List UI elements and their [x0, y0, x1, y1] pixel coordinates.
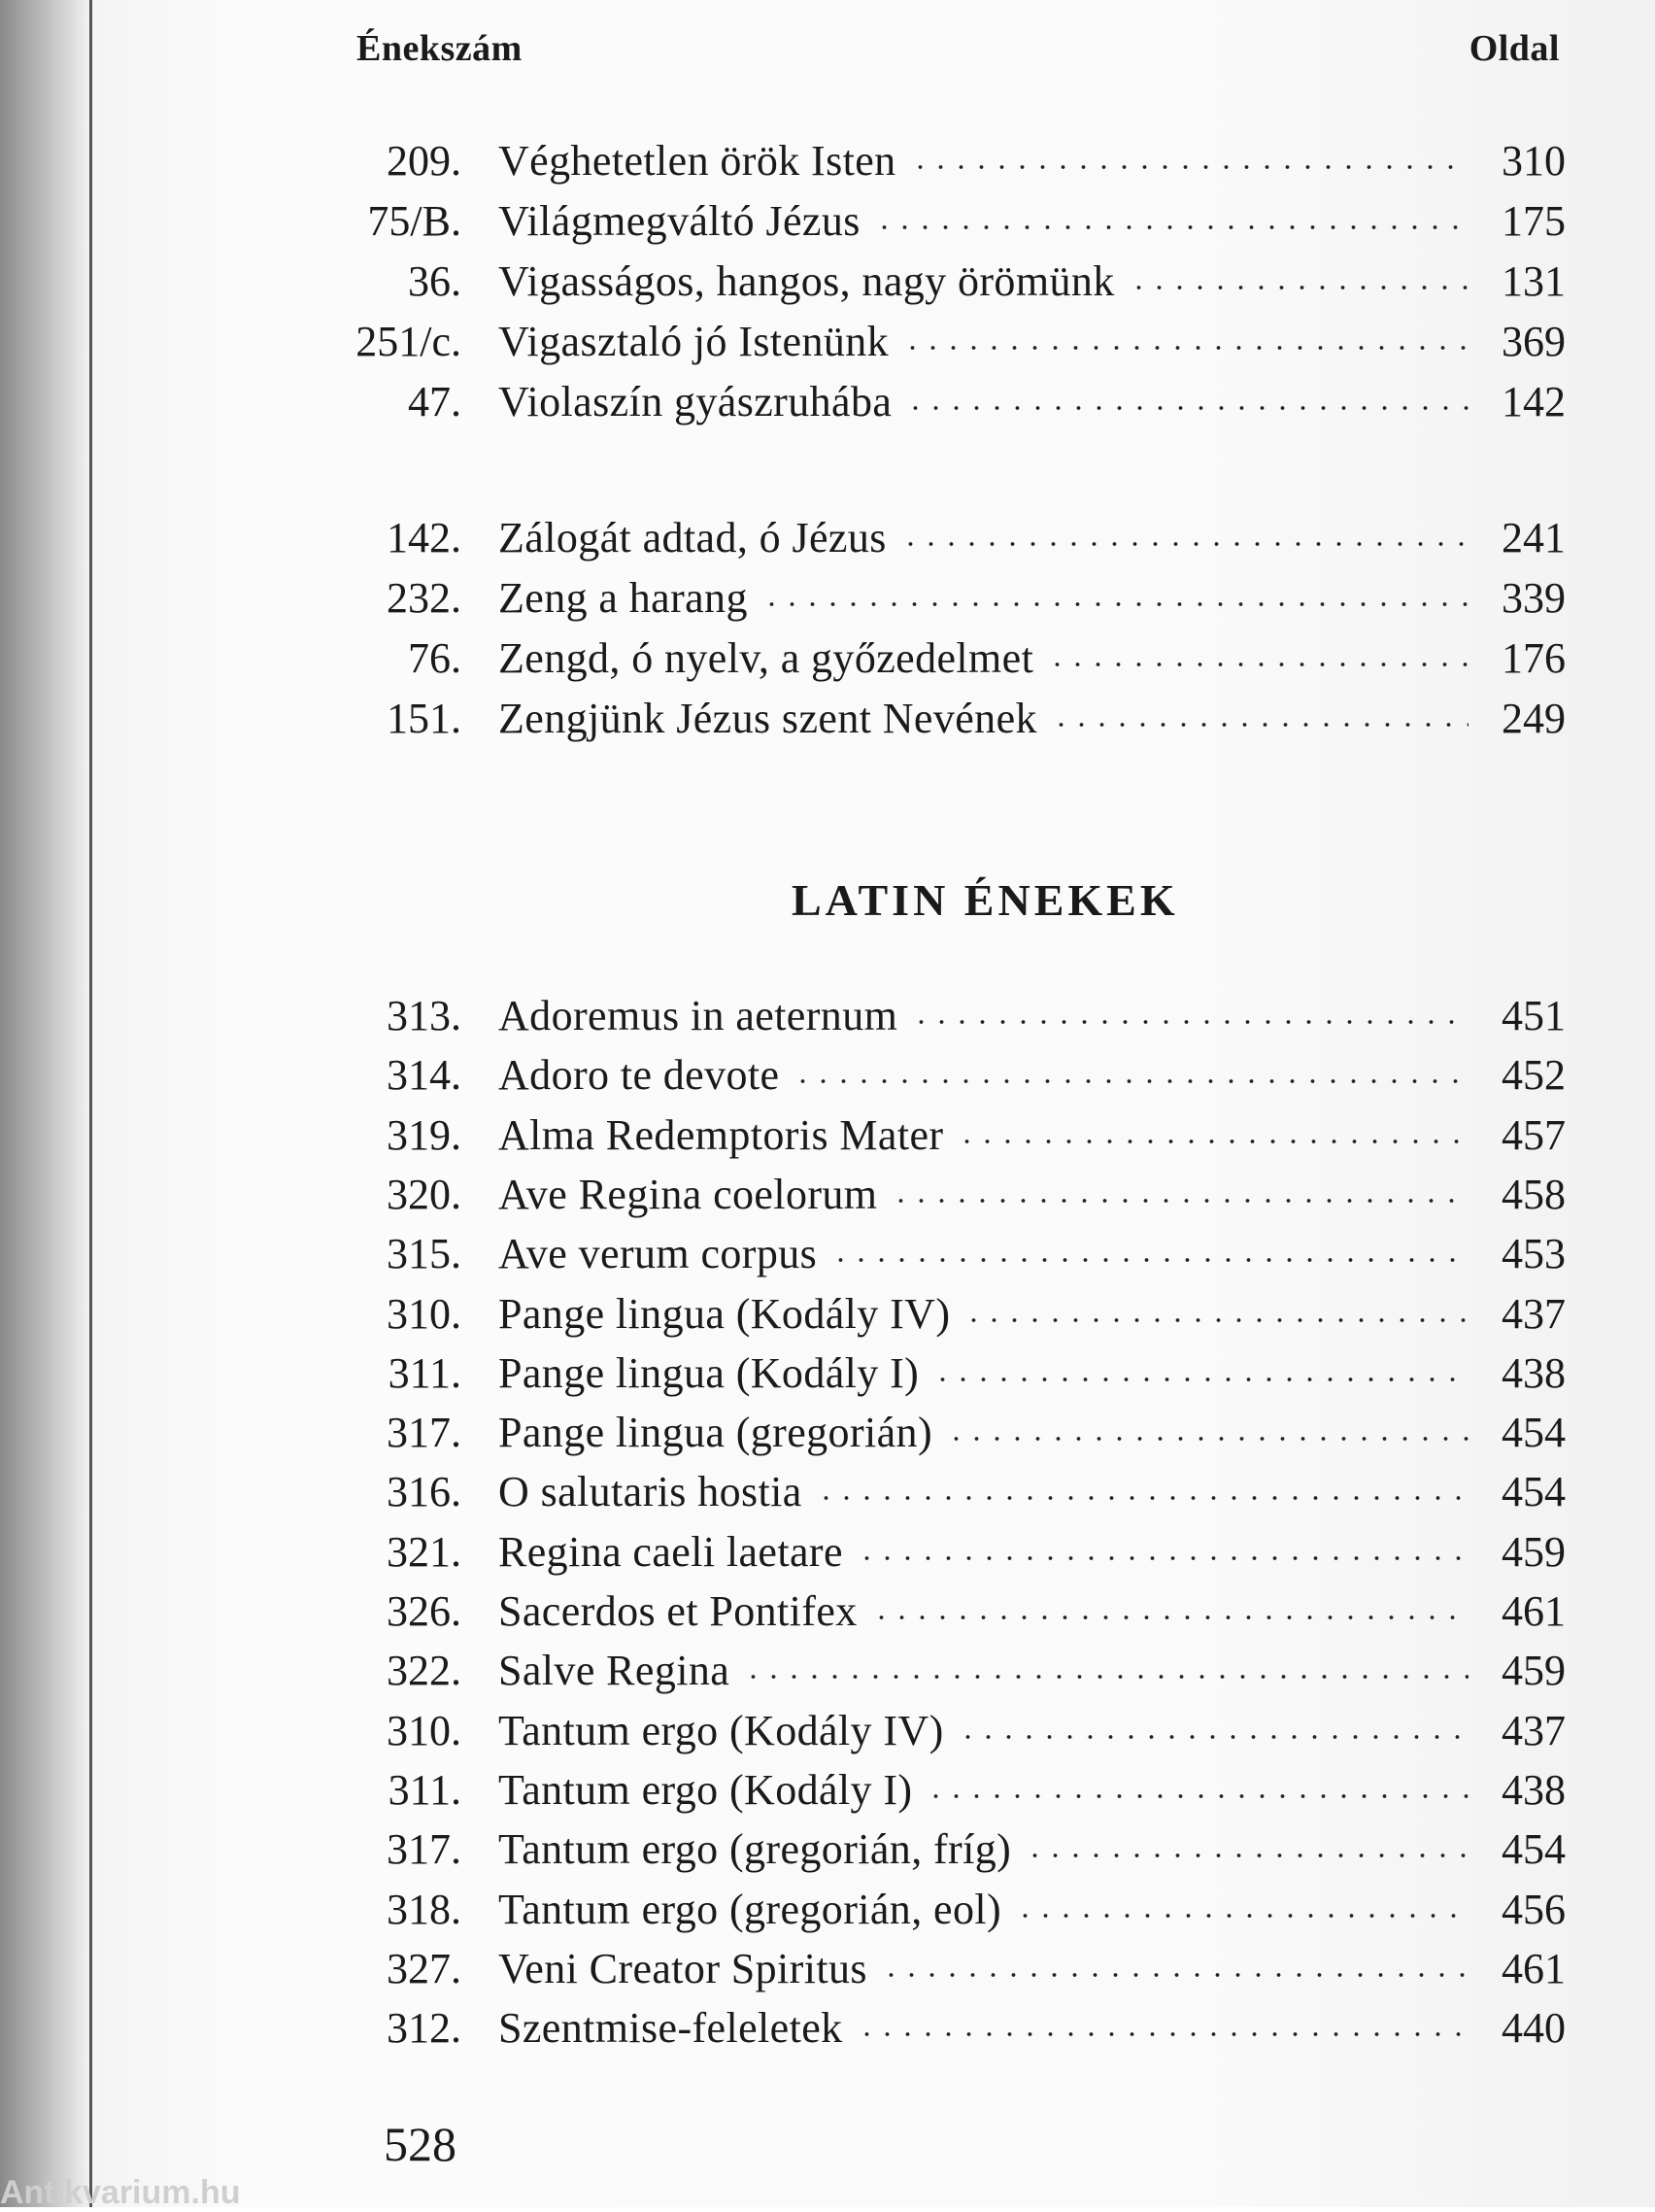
song-page: 310: [1502, 137, 1566, 185]
song-page: 249: [1502, 695, 1566, 742]
song-title: Véghetetlen örök Isten: [498, 137, 896, 185]
index-row: [92, 256, 1655, 311]
song-number: 151.: [387, 695, 461, 742]
index-row: [92, 377, 1655, 431]
dot-leader: [830, 1258, 1469, 1262]
song-number: 314.: [387, 1051, 461, 1100]
dot-leader: [761, 602, 1469, 606]
song-number: 251/c.: [355, 318, 461, 365]
index-row: [92, 1170, 1655, 1224]
song-title: Pange lingua (Kodály I): [498, 1348, 920, 1397]
song-number: 142.: [387, 514, 461, 562]
index-row: [92, 136, 1655, 190]
song-number: 317.: [387, 1825, 461, 1874]
song-page: 459: [1502, 1527, 1566, 1576]
song-title: Salve Regina: [498, 1647, 730, 1695]
song-page: 142: [1502, 378, 1566, 425]
song-number: 36.: [408, 257, 461, 305]
dot-leader: [902, 346, 1469, 350]
dot-leader: [932, 1378, 1469, 1381]
song-page: 461: [1502, 1944, 1566, 1992]
index-row: [92, 1885, 1655, 1939]
song-page: 454: [1502, 1825, 1566, 1874]
dot-leader: [911, 1020, 1469, 1024]
dot-leader: [871, 1616, 1469, 1619]
song-page: 175: [1502, 197, 1566, 245]
song-title: Sacerdos et Pontifex: [498, 1587, 858, 1635]
song-title: Tantum ergo (gregorián, fríg): [498, 1825, 1012, 1874]
song-number: 311.: [388, 1348, 461, 1397]
watermark: Antikvarium.hu: [0, 2174, 241, 2211]
dot-leader: [1129, 286, 1469, 289]
song-title: Vigasságos, hangos, nagy örömünk: [498, 257, 1115, 305]
dot-leader: [1015, 1914, 1469, 1918]
dot-leader: [793, 1079, 1469, 1083]
dot-leader: [891, 1199, 1469, 1203]
index-row: [92, 1824, 1655, 1879]
index-row: [92, 2003, 1655, 2058]
song-page: 339: [1502, 574, 1566, 622]
dot-leader: [958, 1735, 1469, 1739]
index-row: [92, 1408, 1655, 1462]
song-number: 313.: [387, 992, 461, 1039]
index-row: [92, 1586, 1655, 1641]
song-number: 322.: [387, 1647, 461, 1695]
index-row: [92, 633, 1655, 688]
song-title: Tantum ergo (Kodály IV): [498, 1706, 944, 1754]
song-page: 437: [1502, 1289, 1566, 1338]
song-page: 438: [1502, 1348, 1566, 1397]
index-row: [92, 196, 1655, 251]
book-page: [92, 0, 1655, 2207]
dot-leader: [857, 1556, 1469, 1560]
index-row: [92, 513, 1655, 567]
dot-leader: [910, 165, 1469, 169]
song-page: 453: [1502, 1230, 1566, 1278]
header-page-label: Oldal: [1469, 28, 1560, 69]
song-page: 454: [1502, 1409, 1566, 1457]
dot-leader: [946, 1437, 1469, 1441]
dot-leader: [1051, 723, 1469, 727]
song-number: 75/B.: [367, 197, 461, 245]
song-page: 369: [1502, 318, 1566, 365]
section-title: LATIN ÉNEKEK: [792, 875, 1179, 925]
song-page: 438: [1502, 1765, 1566, 1814]
song-title: Tantum ergo (gregorián, eol): [498, 1885, 1002, 1933]
song-number: 312.: [387, 2004, 461, 2053]
index-row: [92, 1289, 1655, 1344]
index-row: [92, 1467, 1655, 1521]
song-title: Ave verum corpus: [498, 1230, 818, 1278]
song-page: 241: [1502, 514, 1566, 562]
index-row: [92, 317, 1655, 371]
song-title: Adoro te devote: [498, 1051, 780, 1100]
song-number: 319.: [387, 1110, 461, 1159]
song-page: 461: [1502, 1587, 1566, 1635]
song-page: 437: [1502, 1706, 1566, 1754]
song-page: 456: [1502, 1885, 1566, 1933]
song-title: Pange lingua (Kodály IV): [498, 1289, 951, 1338]
dot-leader: [1047, 663, 1469, 666]
song-number: 318.: [387, 1885, 461, 1933]
header-song-number-label: Énekszám: [356, 28, 523, 69]
song-title: Világmegváltó Jézus: [498, 197, 861, 245]
song-number: 310.: [387, 1289, 461, 1338]
dot-leader: [926, 1794, 1469, 1798]
dot-leader: [881, 1973, 1469, 1977]
song-title: Tantum ergo (Kodály I): [498, 1765, 913, 1814]
song-title: Violaszín gyászruhába: [498, 378, 893, 425]
song-number: 317.: [387, 1409, 461, 1457]
song-number: 326.: [387, 1587, 461, 1635]
song-number: 315.: [387, 1230, 461, 1278]
index-row: [92, 1706, 1655, 1760]
index-row: [92, 991, 1655, 1045]
song-title: Veni Creator Spiritus: [498, 1944, 867, 1992]
song-number: 76.: [408, 634, 461, 682]
index-row: [92, 1110, 1655, 1165]
song-page: 459: [1502, 1647, 1566, 1695]
song-number: 320.: [387, 1170, 461, 1218]
song-page: 176: [1502, 634, 1566, 682]
song-page: 452: [1502, 1051, 1566, 1100]
index-row: [92, 1050, 1655, 1105]
index-row: [92, 1944, 1655, 1998]
song-title: Pange lingua (gregorián): [498, 1409, 933, 1457]
dot-leader: [857, 2032, 1469, 2036]
dot-leader: [816, 1496, 1469, 1500]
dot-leader: [963, 1318, 1469, 1322]
dot-leader: [1025, 1854, 1469, 1857]
song-number: 316.: [387, 1468, 461, 1516]
song-page: 454: [1502, 1468, 1566, 1516]
index-row: [92, 694, 1655, 748]
song-title: Zeng a harang: [498, 574, 748, 622]
dot-leader: [905, 406, 1469, 410]
song-page: 457: [1502, 1110, 1566, 1159]
song-title: Regina caeli laetare: [498, 1527, 843, 1576]
song-number: 327.: [387, 1944, 461, 1992]
song-number: 209.: [387, 137, 461, 185]
song-number: 311.: [388, 1765, 461, 1814]
dot-leader: [957, 1140, 1469, 1143]
index-row: [92, 1348, 1655, 1403]
index-row: [92, 573, 1655, 628]
index-row: [92, 1765, 1655, 1820]
song-number: 232.: [387, 574, 461, 622]
index-row: [92, 1229, 1655, 1283]
song-title: Ave Regina coelorum: [498, 1170, 878, 1218]
song-page: 440: [1502, 2004, 1566, 2053]
dot-leader: [900, 542, 1469, 546]
index-row: [92, 1527, 1655, 1582]
book-gutter: [0, 0, 89, 2207]
song-page: 131: [1502, 257, 1566, 305]
song-title: Adoremus in aeternum: [498, 992, 898, 1039]
song-title: Zálogát adtad, ó Jézus: [498, 514, 887, 562]
song-title: Zengd, ó nyelv, a győzedelmet: [498, 634, 1034, 682]
song-page: 451: [1502, 992, 1566, 1039]
song-title: Alma Redemptoris Mater: [498, 1110, 944, 1159]
song-number: 321.: [387, 1527, 461, 1576]
song-number: 47.: [408, 378, 461, 425]
page-number: 528: [384, 2117, 456, 2171]
song-title: Szentmise-feleletek: [498, 2004, 843, 2053]
index-row: [92, 1646, 1655, 1700]
song-title: O salutaris hostia: [498, 1468, 802, 1516]
song-title: Vigasztaló jó Istenünk: [498, 318, 890, 365]
song-page: 458: [1502, 1170, 1566, 1218]
dot-leader: [874, 225, 1469, 229]
song-number: 310.: [387, 1706, 461, 1754]
song-title: Zengjünk Jézus szent Nevének: [498, 695, 1037, 742]
dot-leader: [743, 1675, 1469, 1679]
